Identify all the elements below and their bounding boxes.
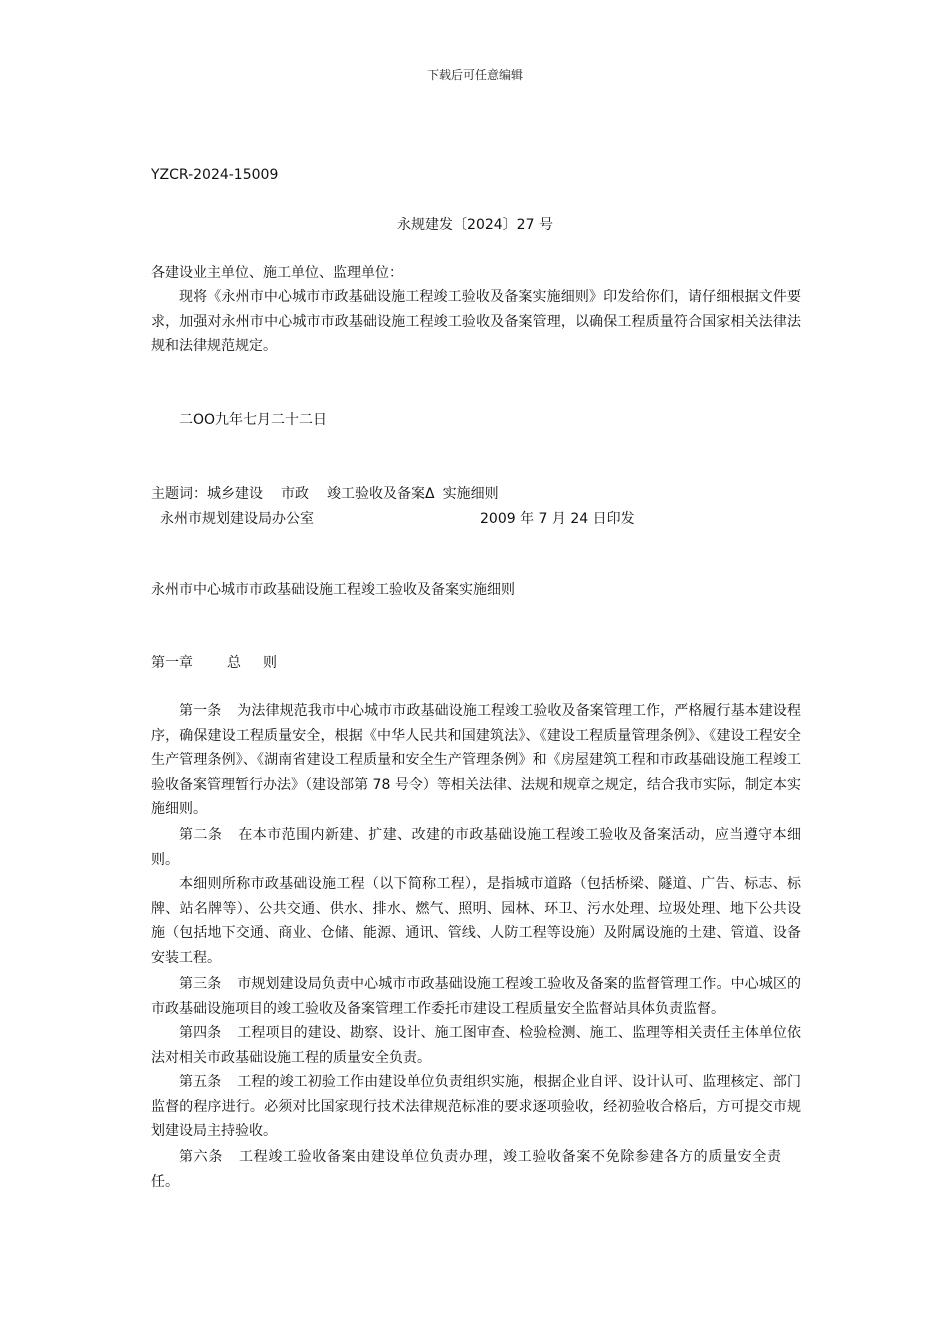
article-6 [151, 1145, 781, 1194]
keywords-line [151, 482, 517, 506]
article-text: 本细则所称市政基础设施工程（以下简称工程），是指城市道路（包括桥梁、隧道、广告、标志、标牌、站名牌等）、公共交通、供水、排水、燃气、照明、园林、环卫、污水处理、垃圾处理、地下公共设施（包括地下交通、商业、仓储、能源、通讯、管线、人防工程等设施）及附属设施的土建、管道、设备安装工程。 [151, 876, 801, 966]
keyword-item: 市政 [281, 486, 309, 502]
issuing-office: 永州市规划建设局办公室 [160, 511, 314, 527]
article-heading: 第三条 [179, 976, 222, 992]
article-5 [151, 1070, 801, 1144]
article-text: 工程的竣工初验工作由建设单位负责组织实施，根据企业自评、设计认可、监理核定、部门监督的程序进行。必须对比国家现行技术法律规范标准的要求逐项验收，经初验收合格后，方可提交市规划建设局主持验收。 [151, 1074, 802, 1139]
article-4 [151, 1021, 801, 1070]
notice-paragraph: 现将《永州市中心城市市政基础设施工程竣工验收及备案实施细则》印发给你们，请仔细根据文件要求，加强对永州市中心城市市政基础设施工程竣工验收及备案管理，以确保工程质量符合国家相关法律法规和法律规范规定。 [151, 289, 801, 354]
keywords-label: 主题词： [151, 486, 207, 502]
article-text: 工程项目的建设、勘察、设计、施工图审查、检验检测、施工、监理等相关责任主体单位依法对相关市政基础设施工程的质量安全负责。 [151, 1025, 802, 1066]
article-2-definition [151, 872, 801, 970]
article-2 [151, 823, 801, 872]
keyword-item: 竣工验收及备案Δ [327, 486, 435, 502]
article-heading: 第五条 [179, 1074, 222, 1090]
article-heading: 第六条 [179, 1149, 223, 1165]
chapter-heading [151, 651, 281, 675]
document-number: 永规建发〔2024〕27 号 [397, 217, 553, 233]
signing-date: 二OO九年七月二十二日 [179, 412, 328, 428]
document-code: YZCR-2024-15009 [151, 167, 279, 183]
article-heading: 第一条 [179, 703, 222, 719]
article-heading: 第四条 [179, 1025, 222, 1041]
issue-date: 2009 年 7 月 24 日印发 [480, 511, 635, 527]
download-note: 下载后可任意编辑 [426, 68, 523, 82]
article-text: 市规划建设局负责中心城市市政基础设施工程竣工验收及备案的监督管理工作。中心城区的市政基础设施项目的竣工验收及备案管理工作委托市建设工程质量安全监督站具体负责监督。 [151, 976, 802, 1017]
article-heading: 第二条 [179, 827, 223, 843]
chapter-title: 总 则 [227, 655, 281, 671]
article-text: 在本市范围内新建、扩建、改建的市政基础设施工程竣工验收及备案活动，应当遵守本细则。 [151, 827, 802, 868]
keyword-item: 实施细则 [442, 486, 499, 502]
article-text: 为法律规范我市中心城市市政基础设施工程竣工验收及备案管理工作，严格履行基本建设程序，确保建设工程质量安全，根据《中华人民共和国建筑法》、《建设工程质量管理条例》、《建设工程安全生产管理条例》、《湖南省建设工程质量和安全生产管理条例》和《房屋建筑工程和市政基础设施工程竣工验收备案管理暂行办法》（建设部第 78 号令）等相关法律、法规和规章之规定，结合我市实际，制定本实施细则。 [151, 703, 802, 817]
article-text: 工程竣工验收备案由建设单位负责办理，竣工验收备案不免除参建各方的质量安全责任。 [151, 1149, 781, 1190]
keyword-item: 城乡建设 [207, 486, 263, 502]
article-3 [151, 972, 801, 1021]
article-1 [151, 699, 801, 822]
addressee: 各建设业主单位、施工单位、监理单位： [151, 265, 403, 281]
chapter-number: 第一章 [151, 655, 193, 671]
rules-title: 永州市中心城市市政基础设施工程竣工验收及备案实施细则 [151, 582, 515, 598]
